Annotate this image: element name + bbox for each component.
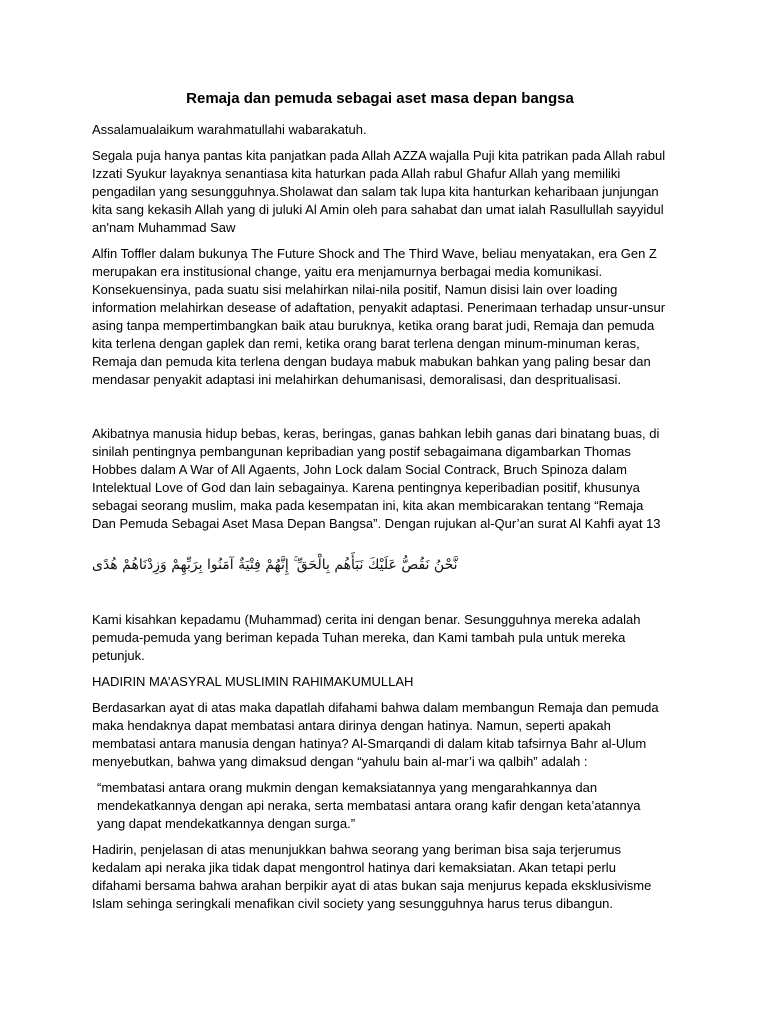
paragraph-explanation: Berdasarkan ayat di atas maka dapatlah difahami bahwa dalam membangun Remaja dan pemuda maka hendaknya dapat membatasi antara dirinya dengan hatinya. Namun, seperti apakah membatasi antara manusia dengan hatinya? Al-Smarqandi di dalam kitab tafsirnya Bahr al-Ulum menyebutkan, bahwa yang dimaksud dengan “yahulu bain al-mar’i wa qalbih” adalah : bbox=[92, 700, 659, 769]
document-title: Remaja dan pemuda sebagai aset masa depan bangsa bbox=[186, 90, 574, 107]
quote-paragraph: “membatasi antara orang mukmin dengan kemaksiatannya yang mengarahkannya dan mendekatkannya dengan api neraka, serta membatasi antara orang kafir dengan keta’atannya yang dapat mendekatkannya dengan surga.” bbox=[97, 780, 641, 831]
arabic-verse: نَّحْنُ نَقُصُّ عَلَيْكَ نَبَأَهُم بِالْحَقِّ ۚ إِنَّهُمْ فِتْيَةٌ آمَنُوا بِرَبِّهِمْ وَزِدْنَاهُمْ هُدًى bbox=[92, 557, 458, 573]
paragraph-praise: Segala puja hanya pantas kita panjatkan pada Allah AZZA wajalla Puji kita patrikan pada Allah rabul Izzati Syukur layaknya senantiasa kita haturkan pada Allah rabul Ghafur Allah yang memiliki pengadilan yang sesungguhnya.Sholawat dan salam tak lupa kita hanturkan keharibaan junjungan kita sang kekasih Allah yang di juluki Al Amin oleh para sahabat dan umat ialah Rasullullah sayyidul an'nam Muhammad Saw bbox=[92, 148, 666, 235]
paragraph-toffler: Alfin Toffler dalam bukunya The Future Shock and The Third Wave, beliau menyatakan, era Gen Z merupakan era institusional change, yaitu era menjamurnya berbagai media komunikasi. Konsekuensinya, pada suatu sisi melahirkan nilai-nila positif, Namun disisi lain over loading information melahirkan desease of adaftation, penyakit adaptasi. Penerimaan terhadap unsur-unsur asing tanpa mempertimbangkan baik atau buruknya, ketika orang barat judi, Remaja dan pemuda kita terlena dengan gaplek dan remi, ketika orang barat terlena dengan minum-minuman keras, Remaja dan pemuda kita terlena dengan budaya mabuk mabukan bahkan yang paling besar dan mendasar penyakit adaptasi ini melahirkan dehumanisasi, demoralisasi, dan despritualisasi. bbox=[92, 246, 666, 387]
greeting: Assalamualaikum warahmatullahi wabarakatuh. bbox=[92, 122, 367, 137]
verse-translation: Kami kisahkan kepadamu (Muhammad) cerita ini dengan benar. Sesungguhnya mereka adalah pemuda-pemuda yang beriman kepada Tuhan mereka, dan Kami tambah pula untuk mereka petunjuk. bbox=[92, 612, 641, 663]
closing-paragraph: Hadirin, penjelasan di atas menunjukkan bahwa seorang yang beriman bisa saja terjerumus kedalam api neraka jika tidak dapat mengontrol hatinya dari kemaksiatan. Akan tetapi perlu difahami bersama bahwa arahan berpikir ayat di atas bukan saja menjurus kepada eksklusivisme Islam sehinga seringkali menafikan civil society yang sesungguhnya harus terus dibangun. bbox=[92, 842, 652, 911]
paragraph-consequence: Akibatnya manusia hidup bebas, keras, beringas, ganas bahkan lebih ganas dari binatang buas, di sinilah pentingnya pembangunan kepribadian yang postif sebagaimana digambarkan Thomas Hobbes dalam A War of All Agaents, John Lock dalam Social Contrack, Bruch Spinoza dalam Intelektual Love of God dan lain sebagainya. Karena pentingnya keperibadian positif, khusunya sebagai seorang muslim, maka pada kesempatan ini, kita akan membicarakan tentang “Remaja Dan Pemuda Sebagai Aset Masa Depan Bangsa”. Dengan rujukan al-Qur’an surat Al Kahfi ayat 13 bbox=[92, 426, 661, 531]
section-heading: HADIRIN MA’ASYRAL MUSLIMIN RAHIMAKUMULLAH bbox=[92, 674, 414, 689]
